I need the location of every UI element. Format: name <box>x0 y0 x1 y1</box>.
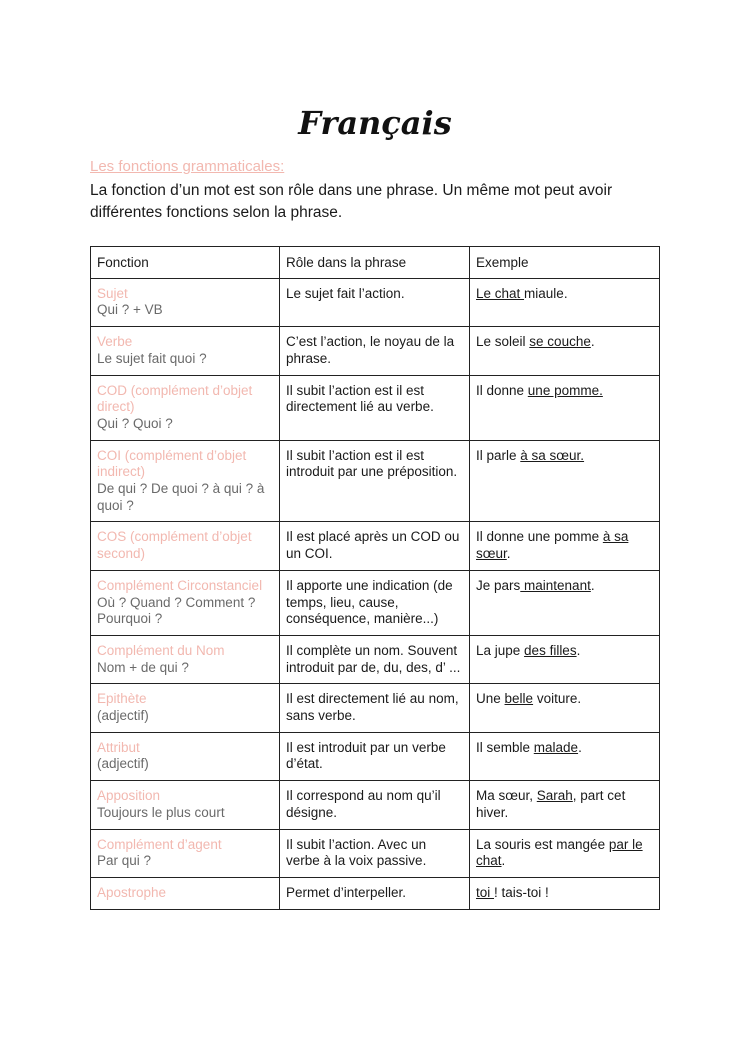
example-highlight: malade <box>533 739 579 755</box>
role-cell: C’est l’action, le noyau de la phrase. <box>280 327 470 375</box>
table-header-row <box>91 247 660 279</box>
example-text: miaule. <box>524 285 568 301</box>
example-cell <box>470 877 660 909</box>
function-name: Sujet <box>97 285 128 301</box>
example-highlight: à sa sœur. <box>520 447 585 463</box>
example-text: . <box>506 546 511 562</box>
example-highlight: toi <box>476 884 495 900</box>
example-cell <box>470 684 660 732</box>
table-row <box>91 440 660 522</box>
role-cell: Le sujet fait l’action. <box>280 278 470 326</box>
example-highlight: une pomme. <box>527 382 603 398</box>
intro-paragraph: La fonction d’un mot est son rôle dans une phrase. Un même mot peut avoir différentes fonctions selon la phrase. <box>90 182 613 221</box>
example-text: Il donne une pomme <box>476 529 603 545</box>
table-row <box>91 522 660 570</box>
table-row <box>91 877 660 909</box>
function-cell <box>91 570 280 635</box>
example-text: . <box>590 577 595 593</box>
table-row <box>91 635 660 683</box>
function-question: De qui ? De quoi ? à qui ? à quoi ? <box>97 481 265 513</box>
example-cell <box>470 278 660 326</box>
example-cell <box>470 635 660 683</box>
example-text: Il donne <box>476 382 528 398</box>
section-subtitle: Les fonctions grammaticales: <box>90 158 285 175</box>
example-text: Le soleil <box>476 334 530 350</box>
example-highlight: se couche <box>529 334 591 350</box>
function-cell <box>91 877 280 909</box>
example-highlight: maintenant <box>520 577 591 593</box>
example-cell <box>470 781 660 829</box>
example-text: Il parle <box>476 447 521 463</box>
example-text: ! tais-toi ! <box>494 884 549 900</box>
role-cell: Il complète un nom. Souvent introduit par de, du, des, d’ ... <box>280 635 470 683</box>
function-name: Complément Circonstanciel <box>97 577 263 593</box>
example-text: . <box>590 334 595 350</box>
role-cell: Il est placé après un COD ou un COI. <box>280 522 470 570</box>
function-name: Verbe <box>97 334 133 350</box>
function-name: Apposition <box>97 788 161 804</box>
example-text: . <box>578 739 582 755</box>
example-cell <box>470 375 660 440</box>
example-cell <box>470 327 660 375</box>
table-row <box>91 278 660 326</box>
function-name: COD (complément d’objet direct) <box>97 382 253 415</box>
table-row <box>91 375 660 440</box>
function-question: Où ? Quand ? Comment ? Pourquoi ? <box>97 594 256 627</box>
header-exemple: Exemple <box>470 247 660 279</box>
role-cell: Il est directement lié au nom, sans verbe. <box>280 684 470 732</box>
example-text: voiture. <box>533 691 582 707</box>
header-fonction: Fonction <box>91 247 280 279</box>
function-cell <box>91 440 280 522</box>
example-text: La souris est mangée <box>476 836 609 852</box>
example-highlight: belle <box>504 691 534 707</box>
function-question: Par qui ? <box>97 853 152 869</box>
role-cell: Il apporte une indication (de temps, lieu, cause, conséquence, manière...) <box>280 570 470 635</box>
function-cell <box>91 684 280 732</box>
function-name: Attribut <box>97 739 140 755</box>
example-highlight: par le chat <box>476 836 643 869</box>
example-text: . <box>501 853 506 869</box>
function-cell <box>91 732 280 780</box>
header-role: Rôle dans la phrase <box>280 247 470 279</box>
function-question: (adjectif) <box>97 756 149 772</box>
function-cell <box>91 522 280 570</box>
table-row <box>91 327 660 375</box>
table-row <box>91 684 660 732</box>
function-cell <box>91 375 280 440</box>
function-question: Le sujet fait quoi ? <box>97 350 207 366</box>
example-cell <box>470 570 660 635</box>
function-name: COI (complément d’objet indirect) <box>97 447 247 480</box>
example-highlight: des filles <box>524 642 577 658</box>
function-cell <box>91 278 280 326</box>
function-cell <box>91 635 280 683</box>
example-text: Il semble <box>476 739 534 755</box>
table-row <box>91 781 660 829</box>
example-highlight: Le chat <box>476 285 525 301</box>
functions-table <box>90 246 660 910</box>
role-cell: Il est introduit par un verbe d’état. <box>280 732 470 780</box>
example-highlight: Sarah <box>536 788 573 804</box>
role-cell: Il subit l’action est il est introduit par une préposition. <box>280 440 470 522</box>
example-cell <box>470 522 660 570</box>
table-row <box>91 570 660 635</box>
function-cell <box>91 829 280 877</box>
example-cell <box>470 732 660 780</box>
example-text: Ma sœur, <box>476 788 537 804</box>
function-question: Qui ? Quoi ? <box>97 415 173 431</box>
table-row <box>91 732 660 780</box>
function-name: COS (complément d’objet second) <box>97 529 252 562</box>
function-cell <box>91 327 280 375</box>
role-cell: Il subit l’action. Avec un verbe à la voix passive. <box>280 829 470 877</box>
function-question: (adjectif) <box>97 708 149 724</box>
function-question: Nom + de qui ? <box>97 659 189 675</box>
example-text: . <box>576 642 581 658</box>
example-cell <box>470 829 660 877</box>
table-row <box>91 829 660 877</box>
function-question: Toujours le plus court <box>97 804 225 820</box>
example-text: Je pars <box>476 577 521 593</box>
function-name: Complément d’agent <box>97 836 222 852</box>
role-cell: Il subit l’action est il est directement lié au verbe. <box>280 375 470 440</box>
example-text: , part cet hiver. <box>476 788 626 820</box>
example-highlight: à sa sœur <box>476 529 629 562</box>
role-cell: Permet d’interpeller. <box>280 877 470 909</box>
example-text: Une <box>476 691 505 707</box>
function-question: Qui ? + VB <box>97 302 163 318</box>
page-title: Français <box>298 104 452 142</box>
example-cell <box>470 440 660 522</box>
role-cell: Il correspond au nom qu’il désigne. <box>280 781 470 829</box>
example-text: La jupe <box>476 642 525 658</box>
function-cell <box>91 781 280 829</box>
function-name: Apostrophe <box>97 884 167 900</box>
function-name: Complément du Nom <box>97 642 225 658</box>
function-name: Epithète <box>97 691 147 707</box>
